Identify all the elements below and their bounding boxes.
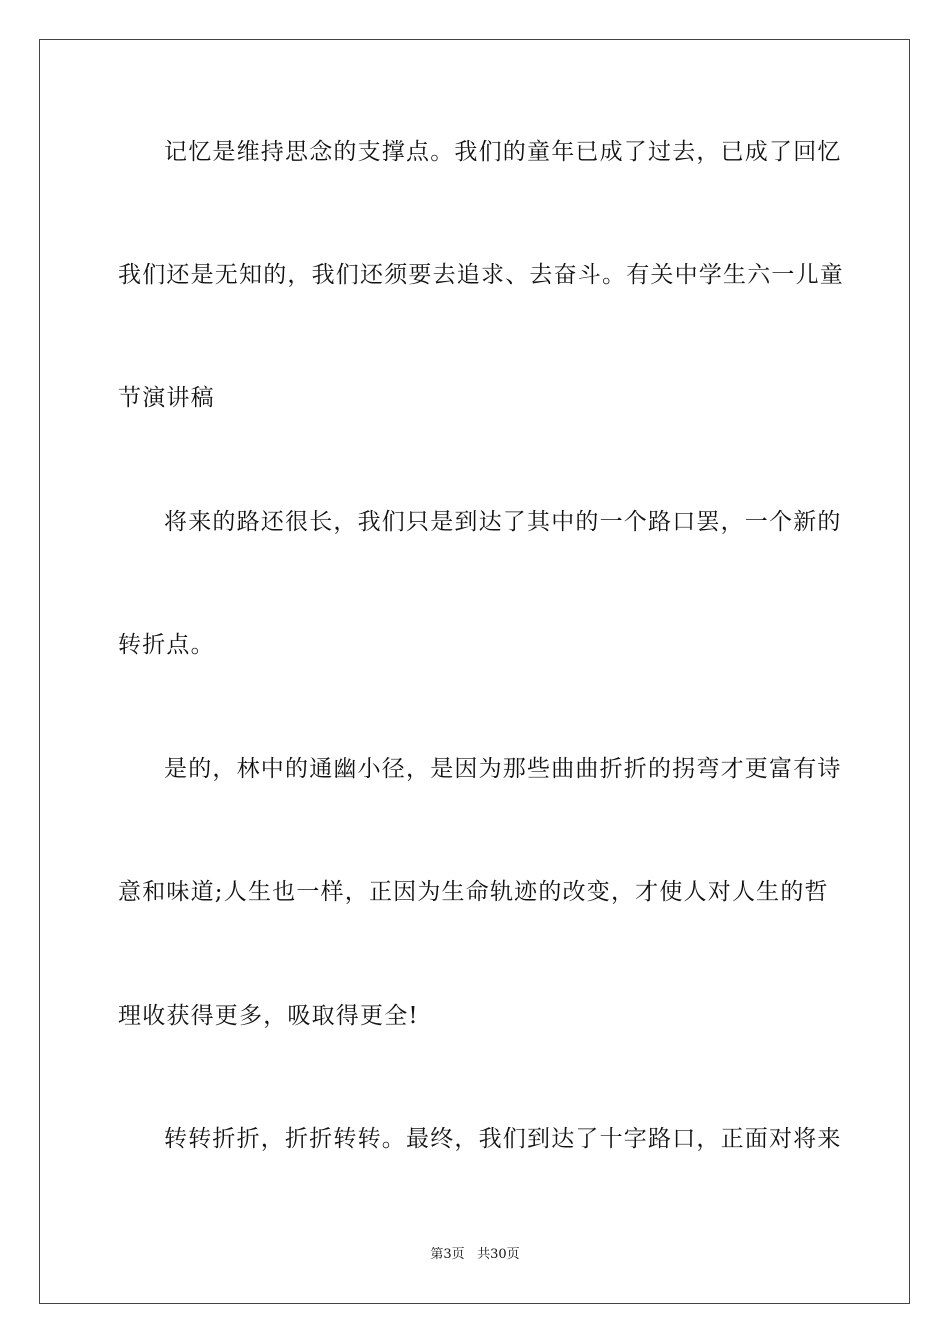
paragraph-line: 记忆是维持思念的支撑点。我们的童年已成了过去，已成了回忆 xyxy=(164,139,842,165)
paragraph-line: 是的，林中的通幽小径，是因为那些曲曲折折的拐弯才更富有诗 xyxy=(164,756,842,782)
page-footer xyxy=(0,1246,950,1264)
paragraph-line: 转转折折，折折转转。最终，我们到达了十字路口，正面对将来 xyxy=(164,1126,842,1152)
paragraph-line: 节演讲稿 xyxy=(118,385,215,411)
paragraph-line: 理收获得更多，吸取得更全! xyxy=(118,1003,419,1029)
paragraph-line: 我们还是无知的，我们还须要去追求、去奋斗。有关中学生六一儿童 xyxy=(118,262,844,288)
paragraph-line: 转折点。 xyxy=(118,632,215,658)
page-total: 共30页 xyxy=(477,1247,520,1262)
paragraph-line: 将来的路还很长，我们只是到达了其中的一个路口罢，一个新的 xyxy=(164,509,842,535)
paragraph-line: 意和味道;人生也一样，正因为生命轨迹的改变，才使人对人生的哲 xyxy=(118,879,829,905)
page-border xyxy=(39,39,910,1304)
page-number: 第3页 xyxy=(430,1247,465,1262)
